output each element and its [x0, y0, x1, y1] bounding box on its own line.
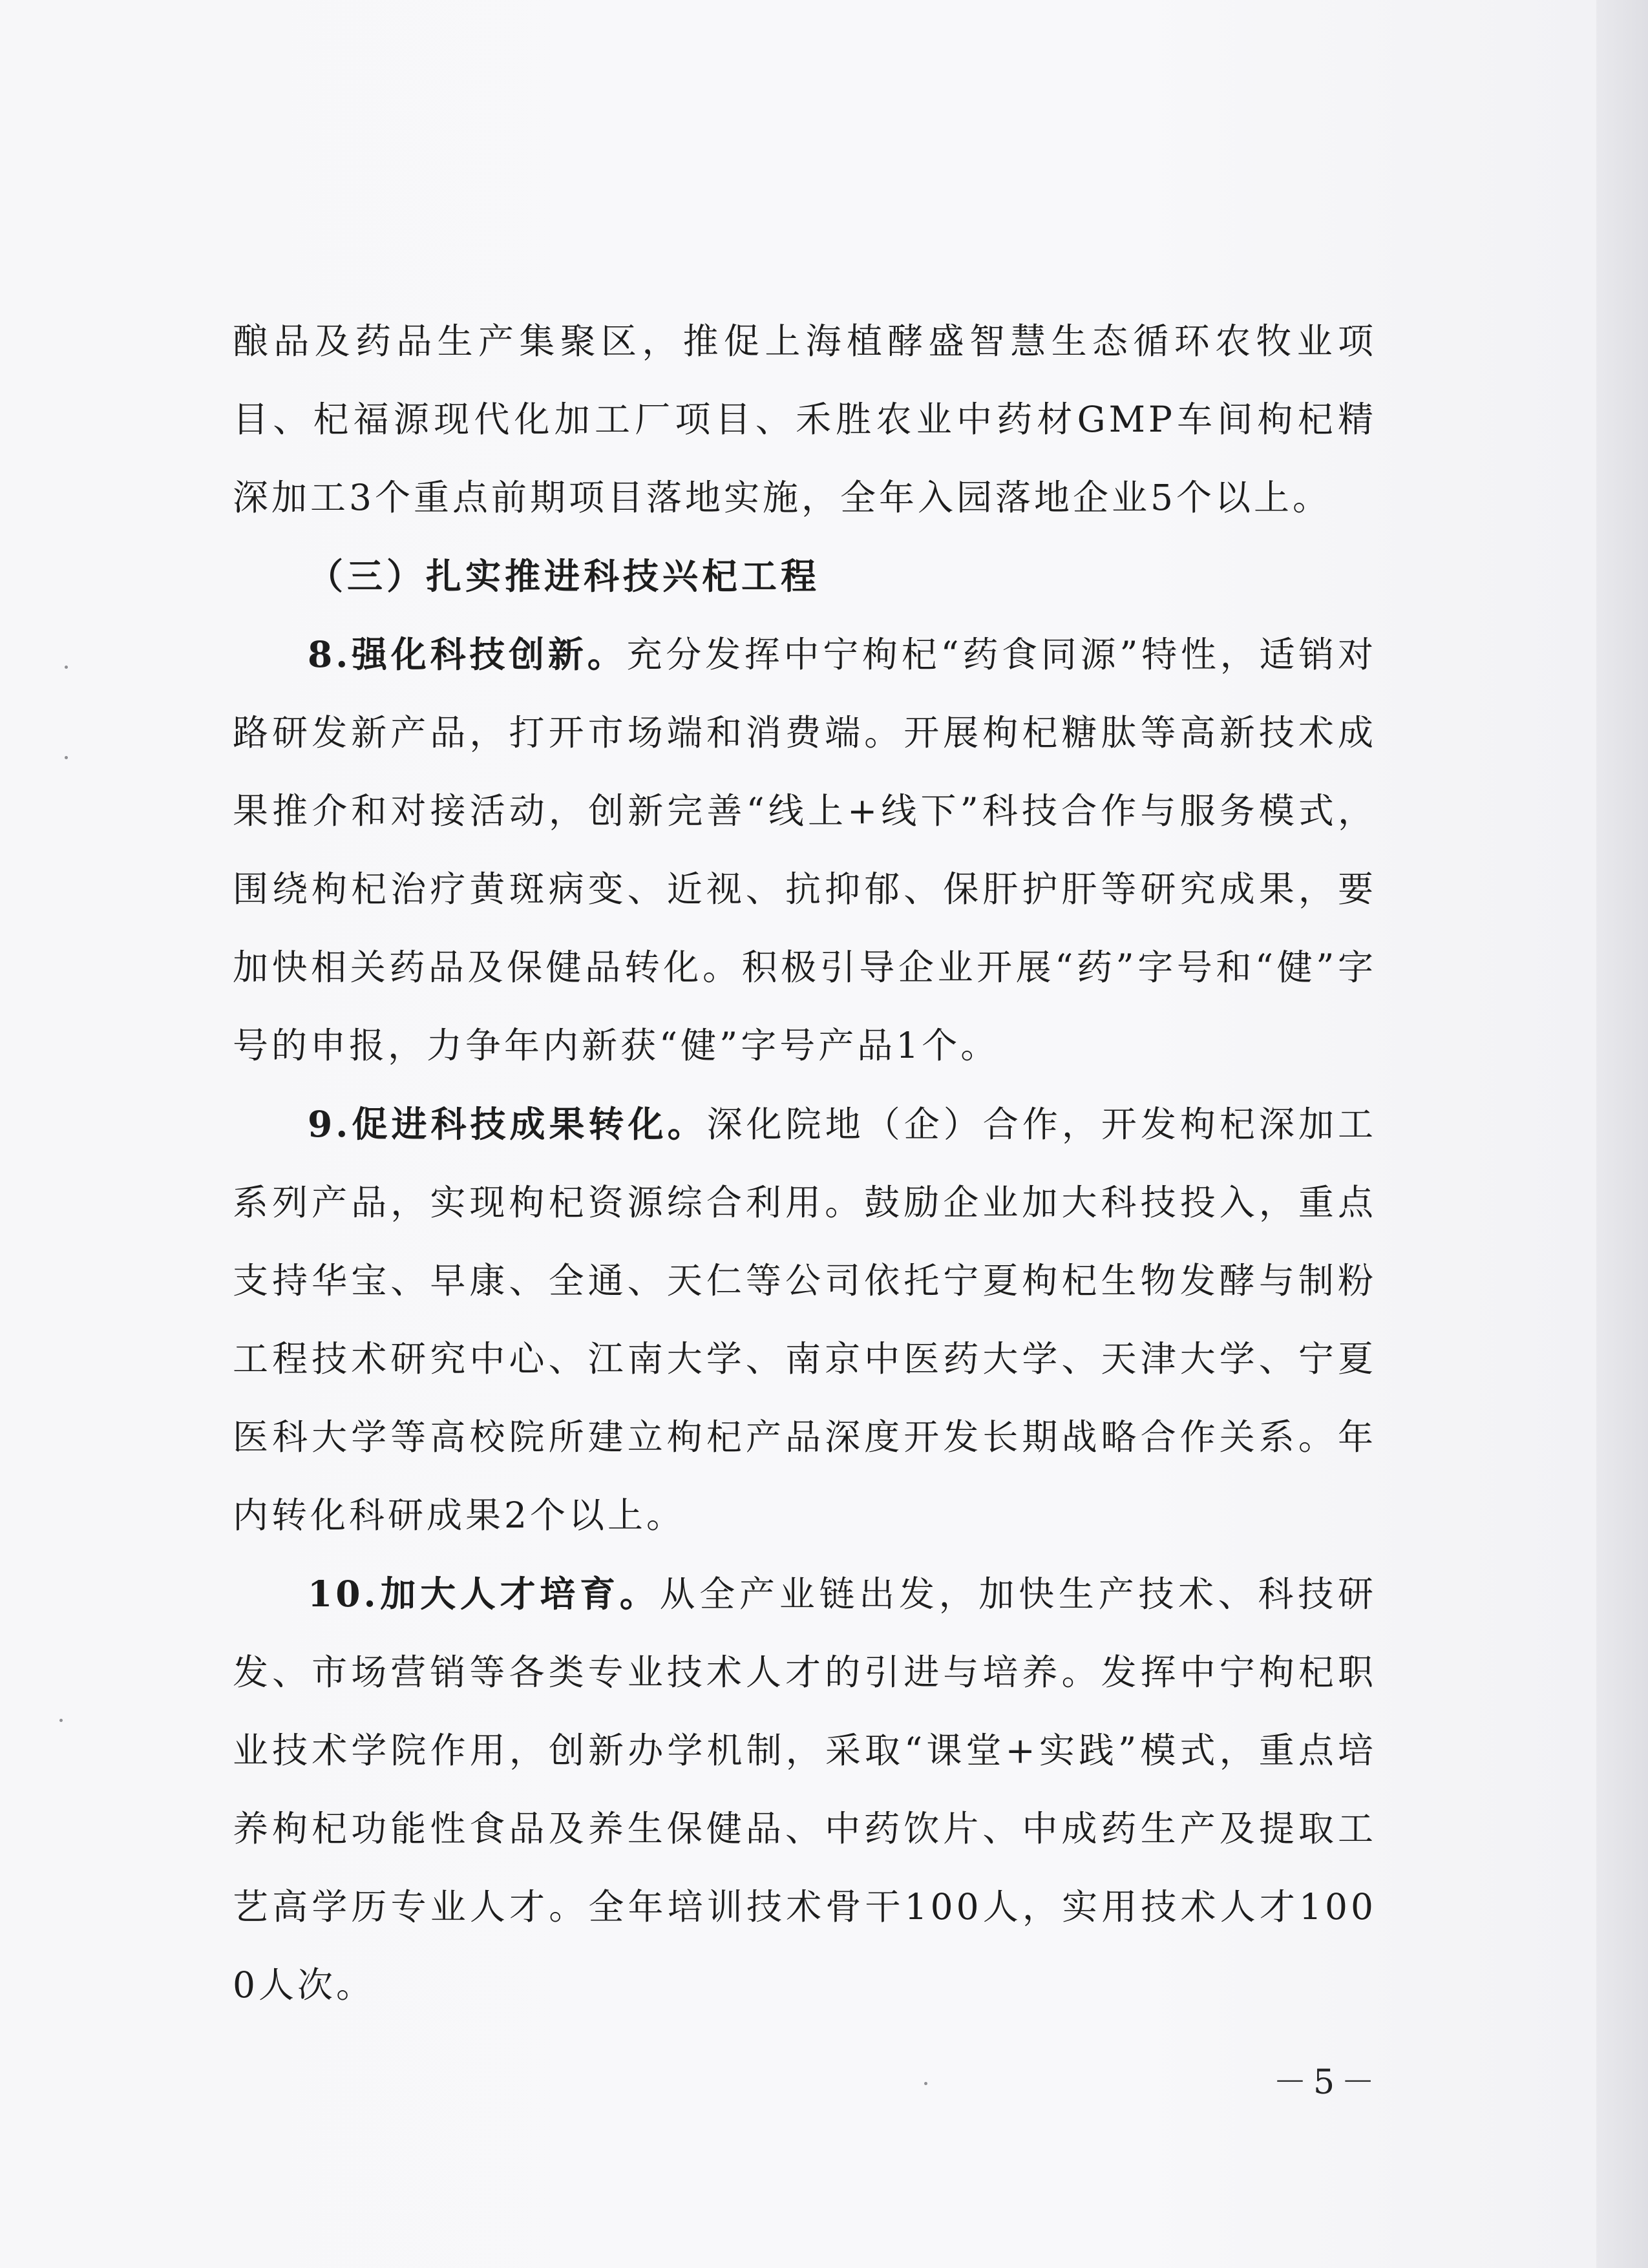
paragraph-lead: 10.加大人才培育。	[308, 1573, 660, 1615]
paragraph-lead: 8.强化科技创新。	[308, 633, 627, 675]
page-number: －5－	[1273, 2063, 1382, 2102]
paragraph-text: 酿品及药品生产集聚区，推促上海植酵盛智慧生态循环农牧业项目、杞福源现代化加工厂项目、禾胜农业中药材GMP车间枸杞精深加工3个重点前期项目落地实施，全年入园落地企业5个以上。	[233, 320, 1377, 518]
paragraph-innovation	[233, 615, 1377, 1085]
paragraph-text: 从全产业链出发，加快生产技术、科技研发、市场营销等各类专业技术人才的引进与培养。发挥中宁枸杞职业技术学院作用，创新办学机制，采取“课堂+实践”模式，重点培养枸杞功能性食品及养生保健品、中药饮片、中成药生产及提取工艺高学历专业人才。全年培训技术骨干100人，实用技术人才1000人次。	[233, 1573, 1377, 2006]
paragraph-transformation	[233, 1085, 1377, 1555]
paragraph-talent	[233, 1555, 1377, 2024]
paragraph-text: 深化院地（企）合作，开发枸杞深加工系列产品，实现枸杞资源综合利用。鼓励企业加大科技投入，重点支持华宝、早康、全通、天仁等公司依托宁夏枸杞生物发酵与制粉工程技术研究中心、江南大学、南京中医药大学、天津大学、宁夏医科大学等高校院所建立枸杞产品深度开发长期战略合作关系。年内转化科研成果2个以上。	[233, 1104, 1377, 1536]
scan-speck	[59, 1719, 63, 1722]
paragraph-text: 充分发挥中宁枸杞“药食同源”特性，适销对路研发新产品，打开市场端和消费端。开展枸杞糖肽等高新技术成果推介和对接活动，创新完善“线上+线下”科技合作与服务模式，围绕枸杞治疗黄斑病变、近视、抗抑郁、保肝护肝等研究成果，要加快相关药品及保健品转化。积极引导企业开展“药”字号和“健”字号的申报，力争年内新获“健”字号产品1个。	[233, 634, 1377, 1066]
paragraph-project-landing	[233, 302, 1377, 537]
scan-speck	[924, 2082, 927, 2085]
scan-speck	[65, 666, 68, 669]
scan-speck	[65, 756, 68, 759]
document-body	[233, 302, 1377, 2024]
section-heading	[233, 537, 1377, 615]
section-heading-text: （三）扎实推进科技兴杞工程	[308, 555, 821, 597]
paragraph-lead: 9.促进科技成果转化。	[308, 1103, 707, 1145]
page-edge-shadow	[1596, 0, 1648, 2268]
